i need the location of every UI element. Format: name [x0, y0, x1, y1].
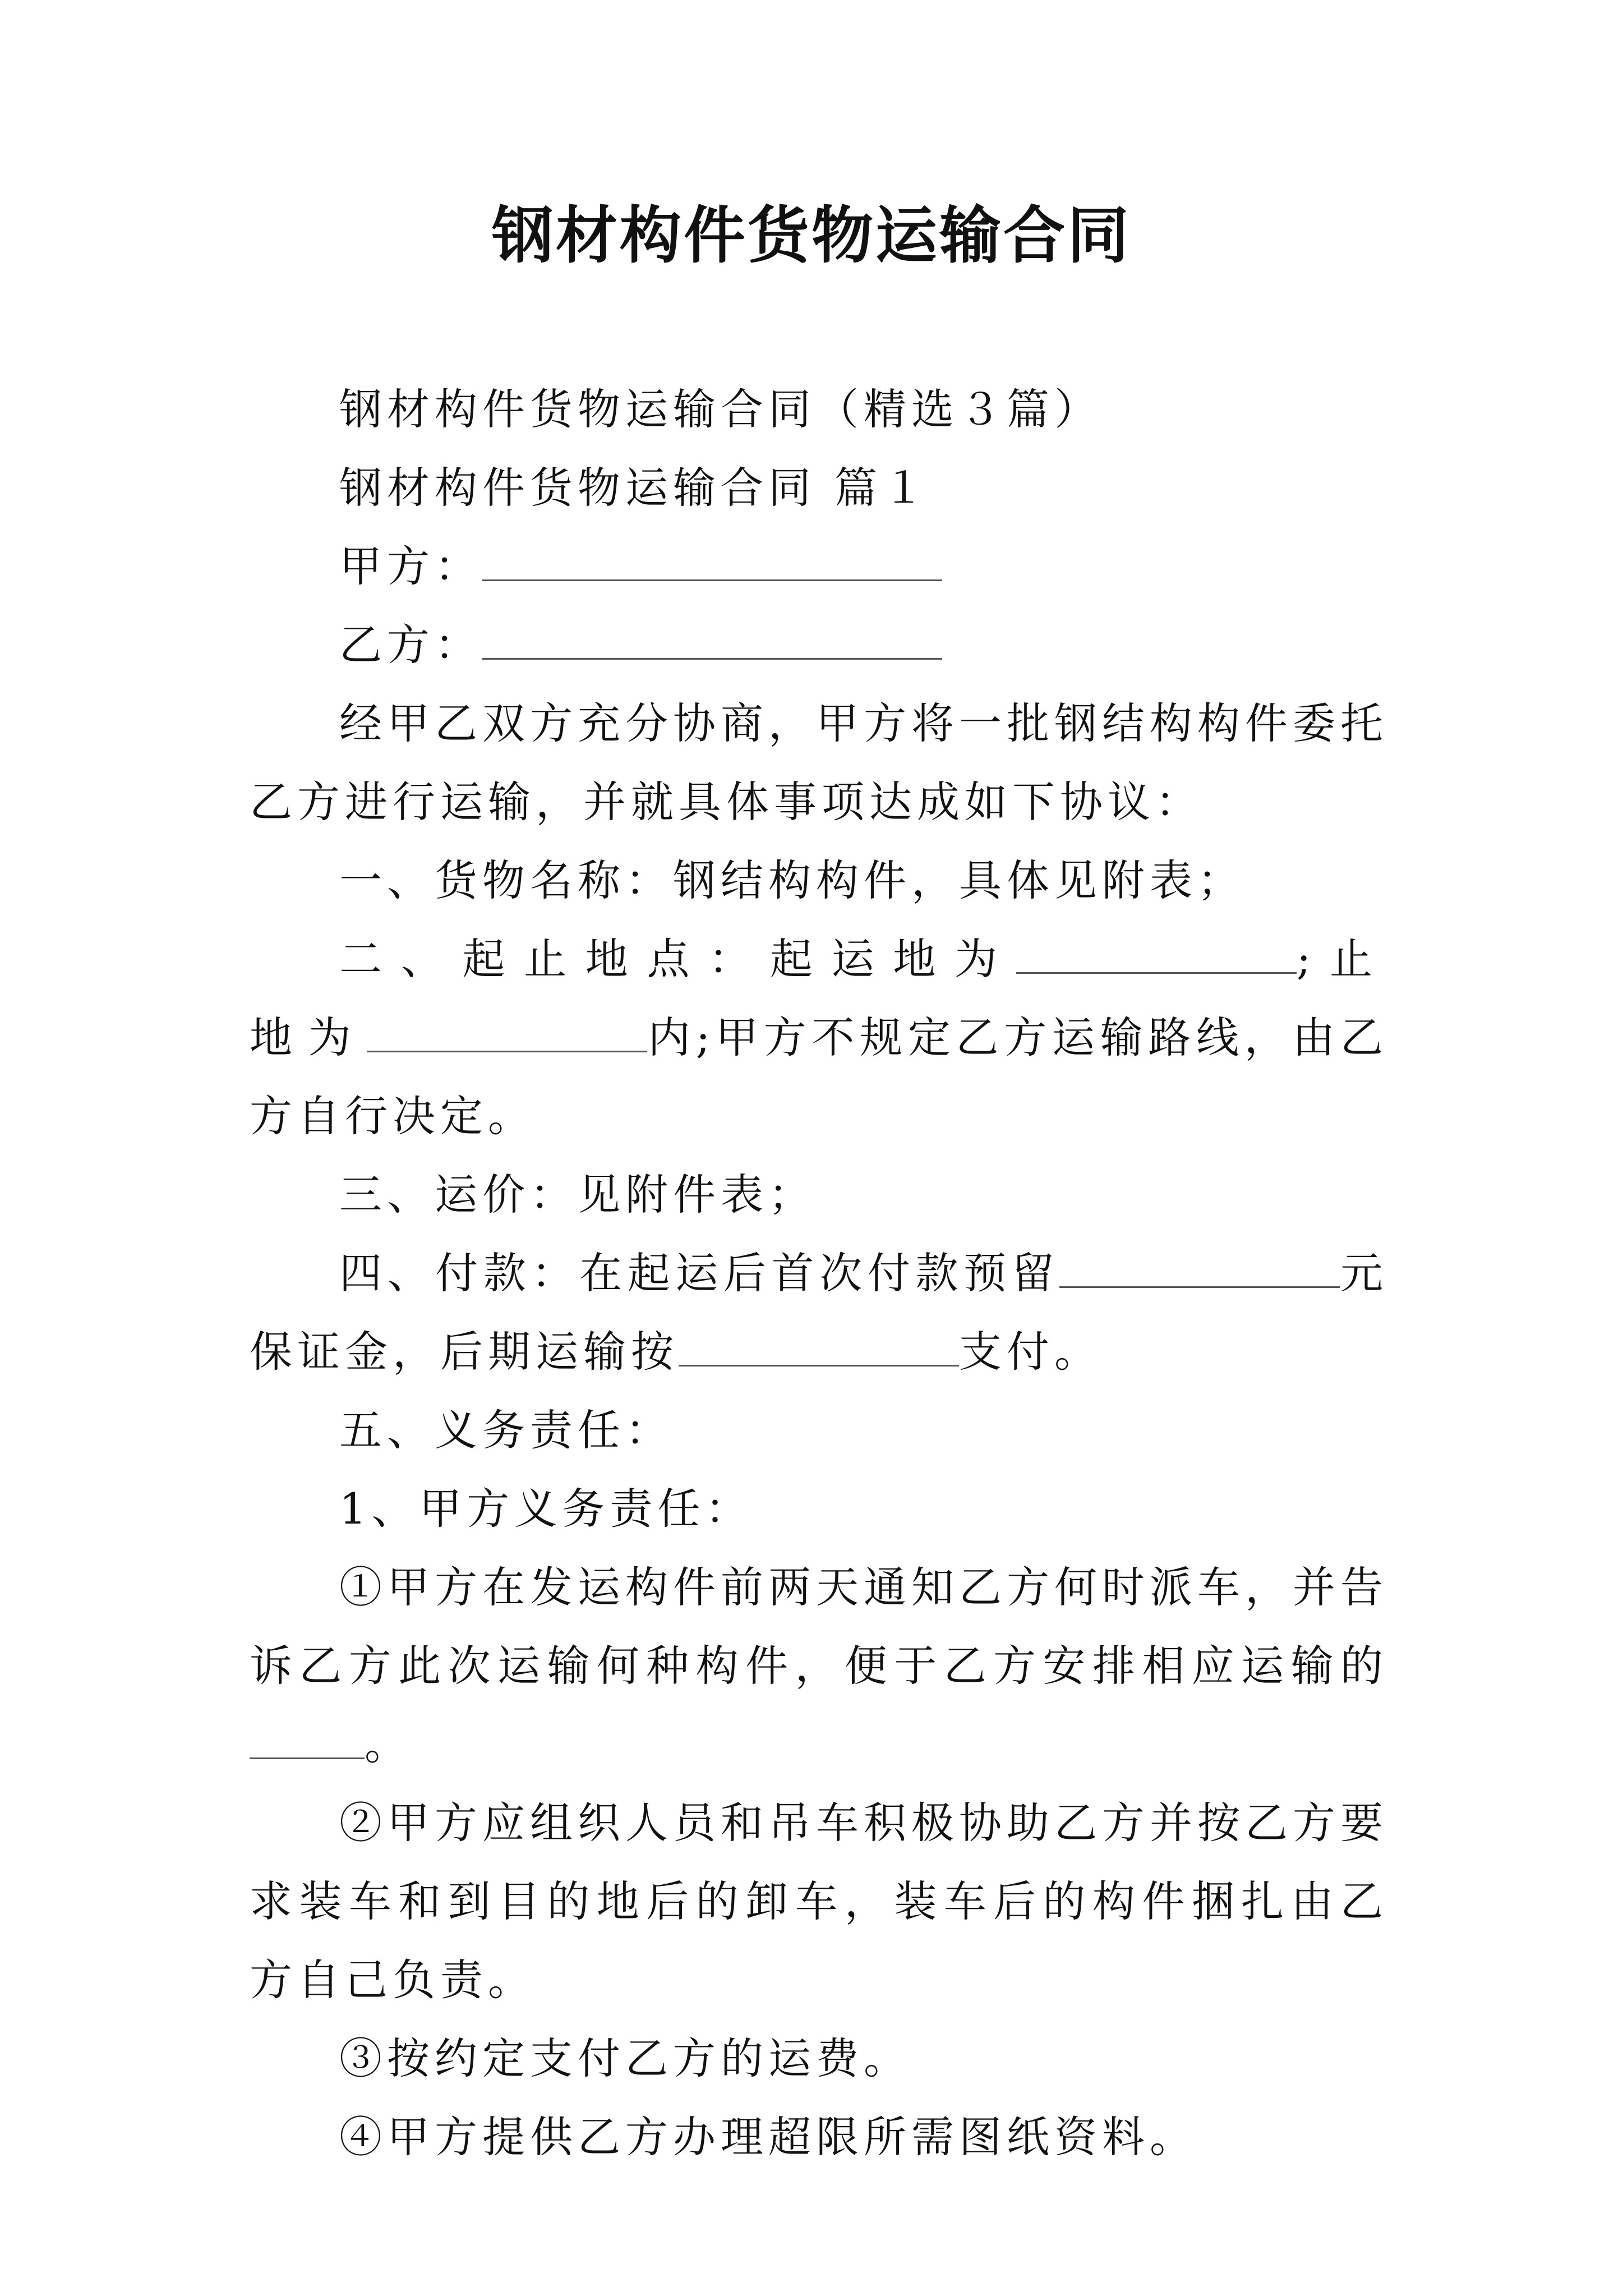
document-title: 钢材构件货物运输合同 [492, 199, 1131, 272]
clause-locations-end: 内;甲方不规定乙方运输路线，由乙方自行决定。 [250, 1013, 1389, 1141]
duty-1-end: 。 [365, 1719, 412, 1769]
party-b-blank [482, 619, 942, 660]
document-body [250, 370, 1388, 2177]
clause-party-a-duties: 1、甲方义务责任： [339, 1484, 753, 1534]
clause-payment-end: 支付。 [959, 1327, 1102, 1377]
party-b-line [250, 606, 1388, 684]
clause-payment [250, 1234, 1388, 1391]
vehicle-blank [250, 1718, 365, 1759]
clause-locations [250, 920, 1388, 1156]
intro-paragraph: 经甲乙双方充分协商，甲方将一批钢结构构件委托乙方进行运输，并就具体事项达成如下协议： [250, 698, 1388, 827]
party-a-line [250, 527, 1388, 606]
payment-terms-blank [679, 1326, 959, 1366]
clause-locations-mid: ;止地为 [250, 934, 1389, 1062]
clause-goods-name: 一、货物名称：钢结构构件，具体见附表； [339, 855, 1245, 905]
deposit-blank [1059, 1247, 1340, 1288]
duty-2: ②甲方应组织人员和吊车积极协助乙方并按乙方要求装车和到目的地后的卸车，装车后的构件捆扎由乙方自己负责。 [250, 1798, 1388, 2005]
clause-payment-start: 四、付款：在起运后首次付款预留 [339, 1248, 1060, 1298]
duty-3: ③按约定支付乙方的运费。 [339, 2033, 911, 2083]
origin-blank [1016, 933, 1297, 974]
duty-4: ④甲方提供乙方办理超限所需图纸资料。 [339, 2112, 1197, 2162]
party-b-label: 乙方： [339, 620, 482, 670]
subtitle: 钢材构件货物运输合同（精选３篇） [339, 384, 1102, 434]
duty-1-text: ①甲方在发运构件前两天通知乙方何时派车，并告诉乙方此次运输何种构件，便于乙方安排相应运输的 [250, 1562, 1388, 1691]
destination-blank [367, 1011, 647, 1052]
clause-payment-mid: 元保证金，后期运输按 [250, 1248, 1388, 1377]
party-a-blank [482, 540, 942, 581]
clause-price: 三、运价：见附件表； [339, 1170, 816, 1220]
clause-locations-start: 二、起止地点：起运地为 [339, 934, 1016, 984]
clause-duties: 五、义务责任： [339, 1405, 673, 1455]
party-a-label: 甲方： [339, 541, 482, 591]
section-heading: 钢材构件货物运输合同 篇１ [339, 463, 930, 513]
duty-1 [250, 1548, 1388, 1784]
